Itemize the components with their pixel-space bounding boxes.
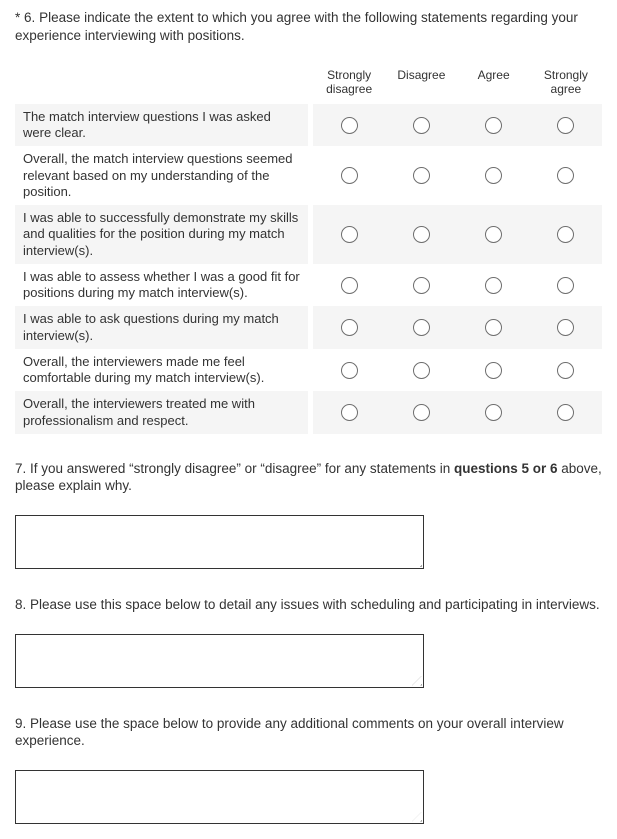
radio-cells <box>313 104 602 147</box>
radio-button[interactable] <box>485 404 502 421</box>
matrix-row <box>15 104 602 147</box>
radio-cells <box>313 391 602 434</box>
radio-button[interactable] <box>557 404 574 421</box>
question-7-text-before: If you answered “strongly disagree” or “disagree” for any statements in <box>30 460 454 476</box>
statement-label: Overall, the interviewers treated me with professionalism and respect. <box>15 391 308 434</box>
column-header-disagree: Disagree <box>397 68 446 83</box>
statement-label: Overall, the interviewers made me feel comfortable during my match interview(s). <box>23 353 265 386</box>
radio-cell <box>313 146 385 205</box>
statement-label: The match interview questions I was asked were clear. <box>15 104 308 147</box>
radio-cell <box>458 104 530 147</box>
column-header-strongly-agree: Strongly agree <box>543 68 588 97</box>
radio-cell <box>458 146 530 205</box>
radio-cell <box>458 205 530 264</box>
matrix-header-cells <box>313 68 602 104</box>
statement-label: I was able to ask questions during my match interview(s). <box>15 306 308 349</box>
question-7-label <box>15 460 602 495</box>
matrix-header-row <box>15 68 602 104</box>
question-8-label <box>15 596 602 614</box>
radio-cell <box>458 349 530 392</box>
radio-cells <box>313 264 602 307</box>
radio-button[interactable] <box>341 226 358 243</box>
radio-button[interactable] <box>341 117 358 134</box>
radio-button[interactable] <box>557 362 574 379</box>
question-8-number: 8. <box>15 596 27 612</box>
radio-cells <box>313 146 602 205</box>
question-6-number: 6. <box>24 10 36 25</box>
radio-cell <box>385 205 457 264</box>
radio-cell <box>530 205 602 264</box>
radio-button[interactable] <box>413 319 430 336</box>
radio-button[interactable] <box>557 117 574 134</box>
statement-label: I was able to assess whether I was a good fit for positions during my match interview(s). <box>23 268 300 301</box>
radio-cell <box>385 146 457 205</box>
radio-button[interactable] <box>413 167 430 184</box>
question-7-text-after: above, please explain why. <box>15 460 602 494</box>
radio-button[interactable] <box>557 277 574 294</box>
radio-cell <box>530 349 602 392</box>
radio-button[interactable] <box>341 319 358 336</box>
radio-cell <box>458 264 530 307</box>
radio-button[interactable] <box>413 226 430 243</box>
agreement-matrix <box>15 68 602 434</box>
radio-cell <box>458 306 530 349</box>
radio-cell <box>385 391 457 434</box>
radio-button[interactable] <box>485 226 502 243</box>
radio-button[interactable] <box>557 319 574 336</box>
radio-button[interactable] <box>485 117 502 134</box>
matrix-row <box>15 349 602 392</box>
radio-cell <box>313 349 385 392</box>
question-7-answer-wrap <box>15 515 424 569</box>
question-7-bold-text: questions 5 or 6 <box>453 460 558 476</box>
radio-cell <box>530 306 602 349</box>
radio-cell <box>530 146 602 205</box>
matrix-row <box>15 146 602 205</box>
question-8-answer-wrap <box>15 634 424 688</box>
matrix-row <box>15 391 602 434</box>
question-8-text: Please use this space below to detail any issues with scheduling and participating in interviews. <box>30 596 600 612</box>
matrix-rows <box>15 104 602 434</box>
radio-button[interactable] <box>341 277 358 294</box>
matrix-row <box>15 264 602 307</box>
radio-button[interactable] <box>485 167 502 184</box>
radio-cell <box>313 264 385 307</box>
required-asterisk: * <box>15 10 21 25</box>
radio-button[interactable] <box>413 117 430 134</box>
radio-cell <box>313 205 385 264</box>
radio-button[interactable] <box>557 226 574 243</box>
radio-cell <box>530 104 602 147</box>
radio-button[interactable] <box>341 362 358 379</box>
radio-cells <box>313 306 602 349</box>
radio-cell <box>313 104 385 147</box>
radio-button[interactable] <box>485 362 502 379</box>
radio-cell <box>385 264 457 307</box>
question-7-number: 7. <box>15 460 27 476</box>
question-8-answer-textarea[interactable] <box>15 634 424 688</box>
question-6-label <box>15 9 602 44</box>
matrix-row <box>15 205 602 264</box>
radio-cell <box>385 104 457 147</box>
radio-cell <box>458 391 530 434</box>
radio-cell <box>385 306 457 349</box>
question-9-answer-textarea[interactable] <box>15 770 424 824</box>
radio-cell <box>530 264 602 307</box>
radio-button[interactable] <box>413 362 430 379</box>
radio-cell <box>530 391 602 434</box>
question-7 <box>15 460 602 569</box>
question-6-text: Please indicate the extent to which you agree with the following statements regarding your experience interviewing with positions. <box>15 10 578 43</box>
question-9-label <box>15 715 602 750</box>
question-7-answer-textarea[interactable] <box>15 515 424 569</box>
radio-button[interactable] <box>341 404 358 421</box>
question-9-text: Please use the space below to provide any additional comments on your overall interview experience. <box>15 715 564 749</box>
radio-button[interactable] <box>413 404 430 421</box>
question-9-answer-wrap <box>15 770 424 824</box>
radio-cell <box>313 391 385 434</box>
radio-cells <box>313 349 602 392</box>
radio-cell <box>313 306 385 349</box>
radio-cell <box>385 349 457 392</box>
question-9 <box>15 715 602 824</box>
statement-label: Overall, the match interview questions seemed relevant based on my understanding of the position. <box>23 151 293 199</box>
question-8 <box>15 596 602 688</box>
column-header-agree: Agree <box>477 68 510 83</box>
radio-button[interactable] <box>341 167 358 184</box>
statement-label: I was able to successfully demonstrate my skills and qualities for the position during my match interview(s). <box>15 205 308 264</box>
radio-button[interactable] <box>557 167 574 184</box>
question-9-number: 9. <box>15 715 27 731</box>
radio-cells <box>313 205 602 264</box>
radio-button[interactable] <box>485 277 502 294</box>
radio-button[interactable] <box>485 319 502 336</box>
matrix-row <box>15 306 602 349</box>
radio-button[interactable] <box>413 277 430 294</box>
column-header-strongly-disagree: Strongly disagree <box>326 68 373 97</box>
